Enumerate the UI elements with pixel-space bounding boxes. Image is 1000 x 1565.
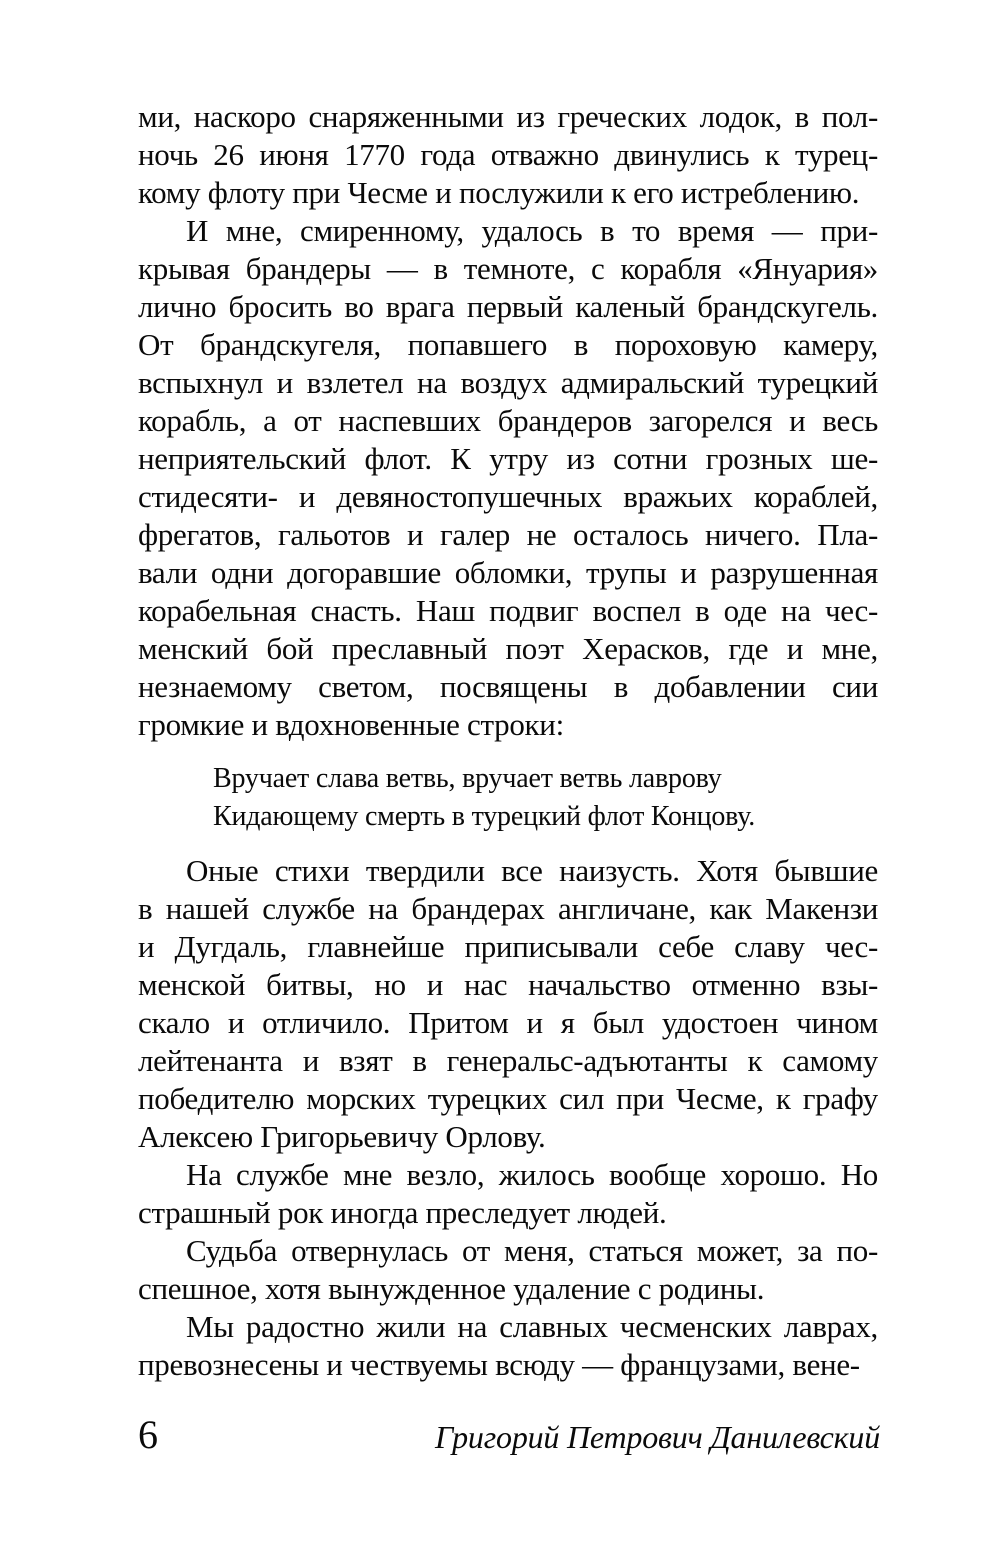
verse-line: Кидающему смерть в турецкий флот Концову. bbox=[213, 801, 756, 832]
paragraph bbox=[138, 98, 878, 212]
text-line: и Дугдаль, главнейше приписывали себе славу чес- bbox=[138, 929, 878, 964]
text-line: скало и отличило. Притом и я был удостоен чином bbox=[138, 1005, 878, 1040]
paragraph bbox=[138, 1156, 878, 1232]
text-line: менский бой преславный поэт Херасков, где и мне, bbox=[138, 631, 878, 666]
paragraph bbox=[138, 852, 878, 1156]
verse-block bbox=[213, 760, 878, 836]
paragraph bbox=[138, 1308, 878, 1384]
text-line: корабль, а от наспевших брандеров загорелся и весь bbox=[138, 403, 878, 438]
text-line: Алексею Григорьевичу Орлову. bbox=[138, 1119, 546, 1154]
text-line: Мы радостно жили на славных чесменских лаврах, bbox=[186, 1309, 878, 1344]
text-line: громкие и вдохновенные строки: bbox=[138, 707, 564, 742]
text-line: На службе мне везло, жилось вообще хорошо. Но bbox=[186, 1157, 878, 1192]
text-line: крывая брандеры — в темноте, с корабля «Януария» bbox=[138, 251, 878, 286]
text-line: стидесяти- и девяностопушечных вражьих кораблей, bbox=[138, 479, 878, 514]
text-line: ночь 26 июня 1770 года отважно двинулись к турец- bbox=[138, 137, 878, 172]
text-line: спешное, хотя вынужденное удаление с родины. bbox=[138, 1271, 765, 1306]
text-line: незнаемому светом, посвящены в добавлении сии bbox=[138, 669, 878, 704]
text-line: И мне, смиренному, удалось в то время — при- bbox=[186, 213, 878, 248]
paragraph bbox=[138, 212, 878, 744]
text-line: кому флоту при Чесме и послужили к его истреблению. bbox=[138, 175, 860, 210]
text-line: вспыхнул и взлетел на воздух адмиральский турецкий bbox=[138, 365, 878, 400]
text-line: в нашей службе на брандерах англичане, как Макензи bbox=[138, 891, 878, 926]
paragraph bbox=[138, 1232, 878, 1308]
text-line: победителю морских турецких сил при Чесме, к графу bbox=[138, 1081, 878, 1116]
text-line: вали одни догоравшие обломки, трупы и разрушенная bbox=[138, 555, 878, 590]
text-line: лейтенанта и взят в генеральс-адъютанты к самому bbox=[138, 1043, 878, 1078]
text-line: Судьба отвернулась от меня, статься может, за по- bbox=[186, 1233, 878, 1268]
text-line: корабельная снасть. Наш подвиг воспел в оде на чес- bbox=[138, 593, 878, 628]
verse-line: Вручает слава ветвь, вручает ветвь лаврову bbox=[213, 763, 722, 794]
page-number: 6 bbox=[138, 1412, 158, 1457]
text-line: От брандскугеля, попавшего в пороховую камеру, bbox=[138, 327, 878, 362]
text-line: превознесены и чествуемы всюду — французами, вене- bbox=[138, 1347, 860, 1382]
running-title-author: Григорий Петрович Данилевский bbox=[435, 1419, 880, 1455]
text-line: страшный рок иногда преследует людей. bbox=[138, 1195, 667, 1230]
text-line: лично бросить во врага первый каленый брандскугель. bbox=[138, 289, 878, 324]
text-line: Оные стихи твердили все наизусть. Хотя бывшие bbox=[186, 853, 878, 888]
page-footer bbox=[138, 1412, 880, 1460]
text-line: ми, наскоро снаряженными из греческих лодок, в пол- bbox=[138, 99, 878, 134]
text-line: неприятельский флот. К утру из сотни грозных ше- bbox=[138, 441, 878, 476]
text-line: фрегатов, гальотов и галер не осталось ничего. Пла- bbox=[138, 517, 878, 552]
text-line: менской битвы, но и нас начальство отменно взы- bbox=[138, 967, 878, 1002]
page-text bbox=[138, 98, 878, 1384]
